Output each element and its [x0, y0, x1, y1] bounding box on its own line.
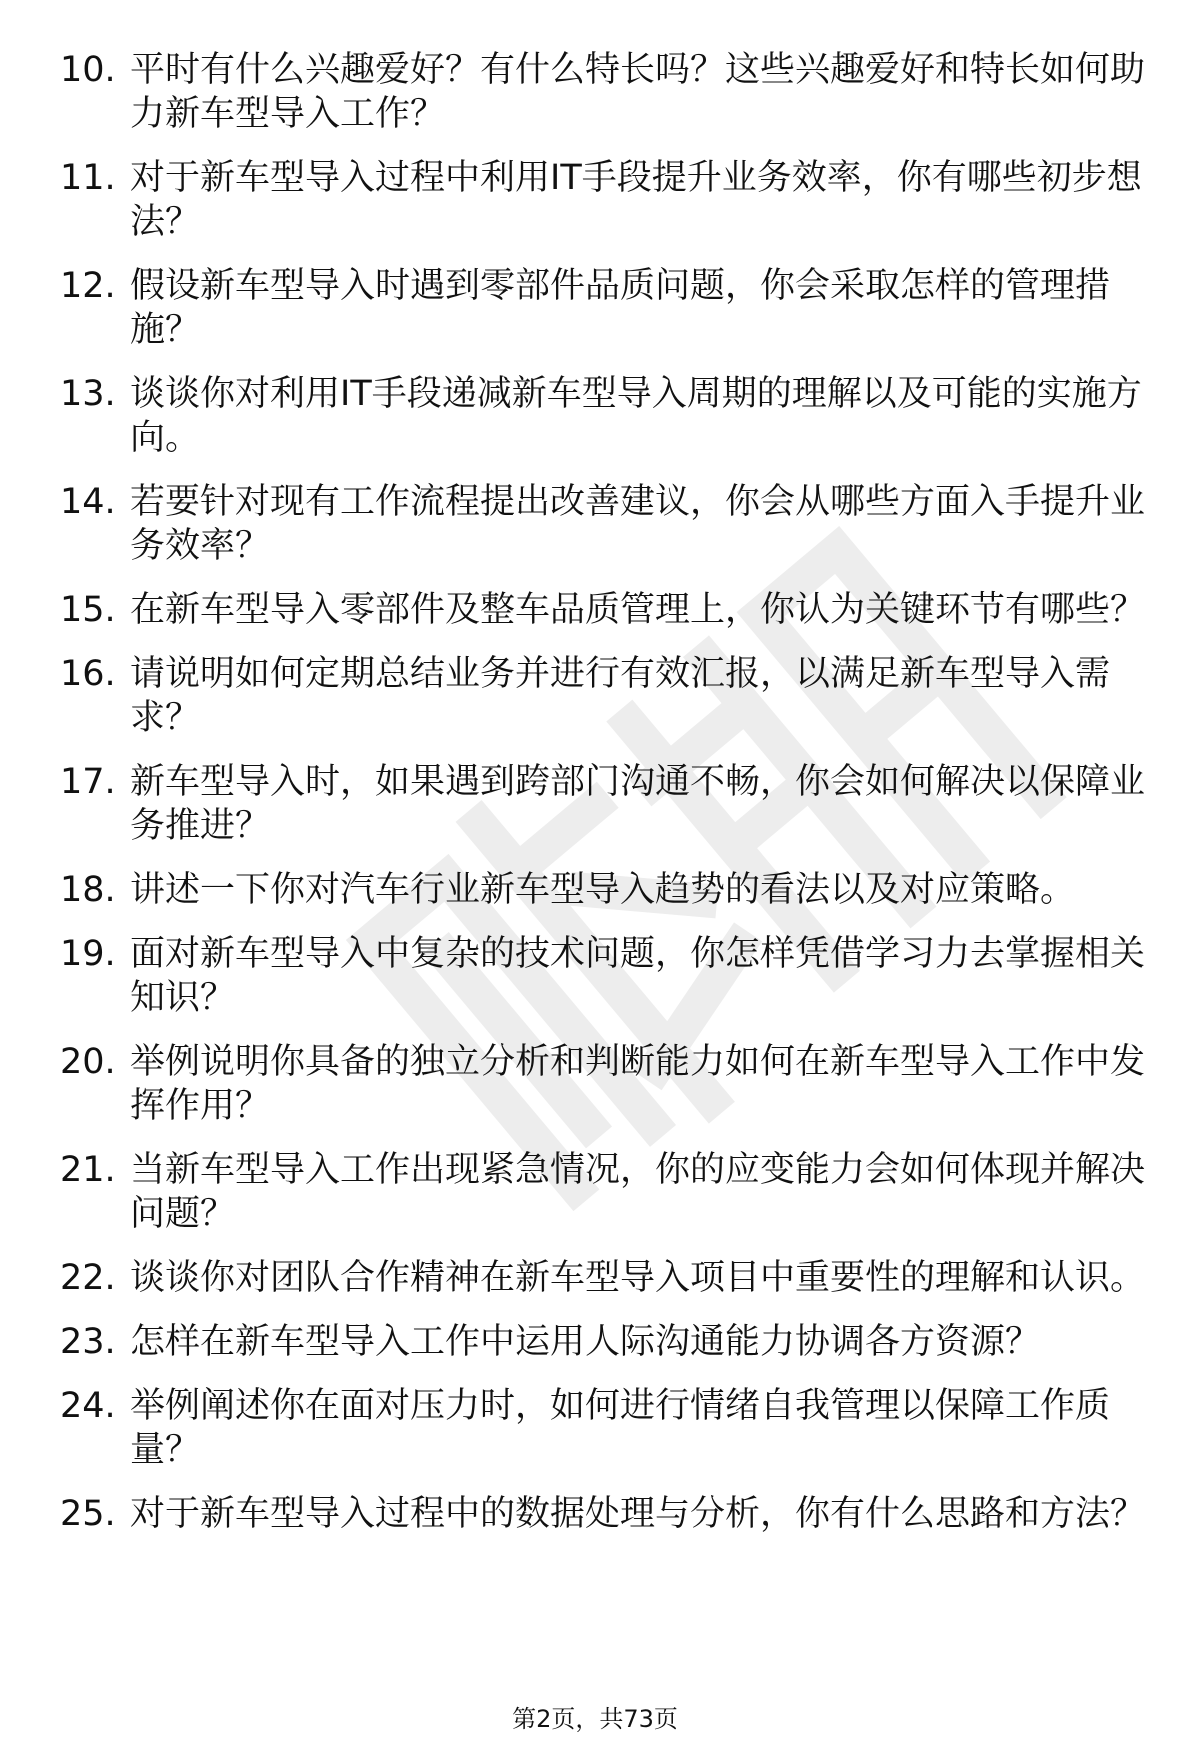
question-text: 在新车型导入零部件及整车品质管理上，你认为关键环节有哪些？	[130, 590, 1146, 630]
list-item	[60, 480, 1150, 568]
list-item	[60, 588, 1150, 632]
question-text: 举例阐述你在面对压力时，如何进行情绪自我管理以保障工作质量？	[130, 1386, 1111, 1470]
list-item	[60, 48, 1150, 136]
question-text: 谈谈你对利用IT手段递减新车型导入周期的理解以及可能的实施方向。	[130, 374, 1142, 458]
question-text: 谈谈你对团队合作精神在新车型导入项目中重要性的理解和认识。	[130, 1258, 1146, 1298]
question-number: 22.	[60, 1258, 116, 1298]
question-number: 21.	[60, 1150, 116, 1190]
question-number: 15.	[60, 590, 116, 630]
page-number-label: 第2页，共73页	[512, 1705, 678, 1733]
question-number: 10.	[60, 50, 116, 90]
list-item	[60, 1256, 1150, 1300]
question-number: 19.	[60, 934, 116, 974]
question-text: 对于新车型导入过程中利用IT手段提升业务效率，你有哪些初步想法？	[130, 158, 1142, 242]
list-item	[60, 868, 1150, 912]
list-item	[60, 1040, 1150, 1128]
question-number: 11.	[60, 158, 116, 198]
question-number: 17.	[60, 762, 116, 802]
list-item	[60, 1384, 1150, 1472]
list-item	[60, 760, 1150, 848]
question-text: 平时有什么兴趣爱好？有什么特长吗？这些兴趣爱好和特长如何助力新车型导入工作？	[130, 50, 1146, 134]
question-text: 假设新车型导入时遇到零部件品质问题，你会采取怎样的管理措施？	[130, 266, 1111, 350]
list-item	[60, 1148, 1150, 1236]
list-item	[60, 372, 1150, 460]
question-text: 对于新车型导入过程中的数据处理与分析，你有什么思路和方法？	[130, 1494, 1146, 1534]
question-number: 14.	[60, 482, 116, 522]
question-text: 新车型导入时，如果遇到跨部门沟通不畅，你会如何解决以保障业务推进？	[130, 762, 1146, 846]
question-number: 20.	[60, 1042, 116, 1082]
question-text: 请说明如何定期总结业务并进行有效汇报，以满足新车型导入需求？	[130, 654, 1111, 738]
question-number: 24.	[60, 1386, 116, 1426]
list-item	[60, 932, 1150, 1020]
question-number: 18.	[60, 870, 116, 910]
list-item	[60, 156, 1150, 244]
list-item	[60, 264, 1150, 352]
question-number: 23.	[60, 1322, 116, 1362]
question-number: 12.	[60, 266, 116, 306]
question-text: 怎样在新车型导入工作中运用人际沟通能力协调各方资源？	[130, 1322, 1041, 1362]
list-item	[60, 1492, 1150, 1536]
question-number: 16.	[60, 654, 116, 694]
list-item	[60, 1320, 1150, 1364]
question-text: 讲述一下你对汽车行业新车型导入趋势的看法以及对应策略。	[130, 870, 1076, 910]
list-item	[60, 652, 1150, 740]
question-text: 若要针对现有工作流程提出改善建议，你会从哪些方面入手提升业务效率？	[130, 482, 1146, 566]
question-number: 25.	[60, 1494, 116, 1534]
question-text: 当新车型导入工作出现紧急情况，你的应变能力会如何体现并解决问题？	[130, 1150, 1146, 1234]
question-text: 面对新车型导入中复杂的技术问题，你怎样凭借学习力去掌握相关知识？	[130, 934, 1146, 1018]
page-footer	[0, 1704, 1190, 1734]
question-text: 举例说明你具备的独立分析和判断能力如何在新车型导入工作中发挥作用？	[130, 1042, 1146, 1126]
question-list	[60, 48, 1150, 1556]
question-number: 13.	[60, 374, 116, 414]
